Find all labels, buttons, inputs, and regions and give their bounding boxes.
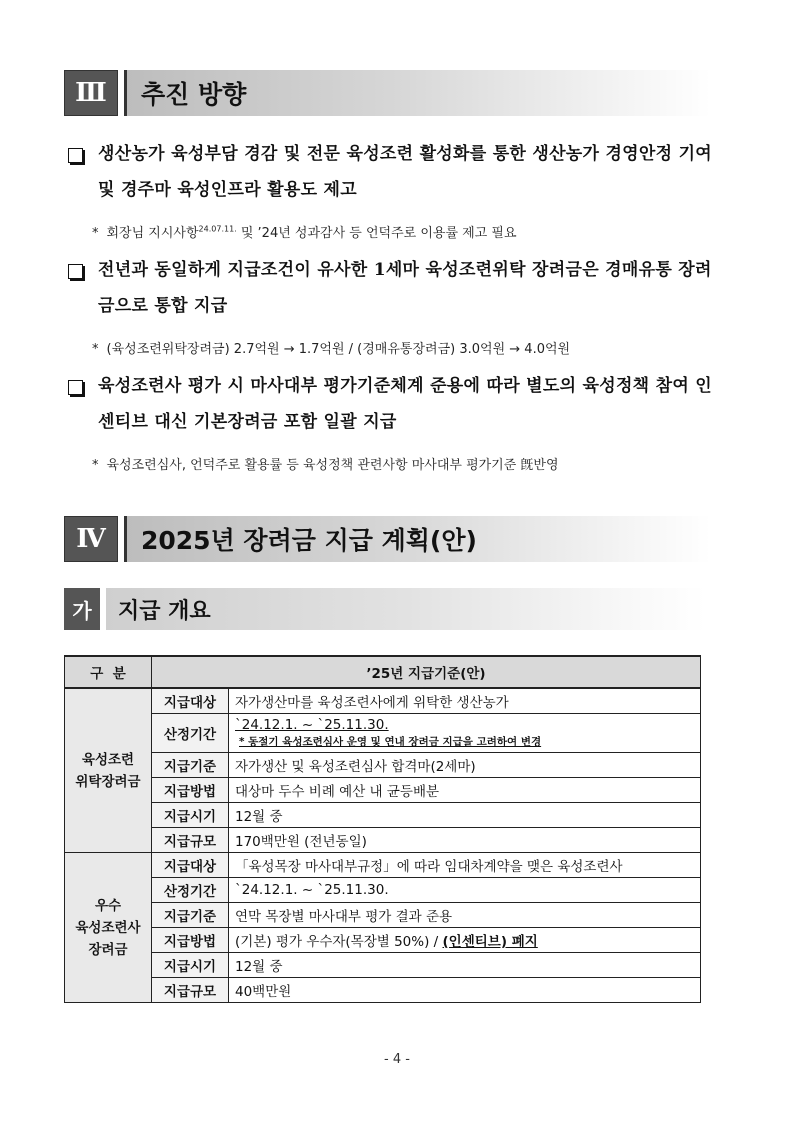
note-1-sup: 24.07.11.: [198, 224, 237, 234]
row-label: 산정기간: [152, 714, 229, 753]
row-value: 자가생산 및 육성조련심사 합격마(2세마): [229, 753, 701, 778]
table-row: [65, 928, 701, 953]
note-2: [92, 338, 570, 357]
row-label: 지급방법: [152, 928, 229, 953]
note-1-post: 및 ’24년 성과감사 등 언덕주로 이용률 제고 필요: [236, 226, 517, 241]
note-2-star: *: [92, 342, 99, 357]
subsection-header: [64, 588, 706, 630]
bullet-1: [66, 136, 716, 208]
note-3-star: *: [92, 458, 99, 473]
note-1: [92, 222, 517, 241]
section-3-number: Ⅲ: [64, 70, 118, 116]
row-value: 12월 중: [229, 953, 701, 978]
row-value: (기본) 평가 우수자(목장별 50%) /: [235, 934, 443, 950]
page-number: - 4 -: [384, 1052, 410, 1067]
section-4-title: 2025년 장려금 지급 계획(안): [124, 516, 711, 562]
row-label: 지급규모: [152, 978, 229, 1003]
category-cell: 육성조련 위탁장려금: [65, 688, 152, 853]
row-label: 지급시기: [152, 803, 229, 828]
note-1-star: *: [92, 226, 99, 241]
row-label: 지급방법: [152, 778, 229, 803]
header-criteria: ’25년 지급기준(안): [152, 656, 701, 688]
row-value-period: [229, 714, 701, 753]
subsection-title: 지급 개요: [106, 588, 706, 630]
bullet-3-text: 육성조련사 평가 시 마사대부 평가기준체계 준용에 따라 별도의 육성정책 참여 인센티브 대신 기본장려금 포함 일괄 지급: [98, 376, 713, 432]
table-row: [65, 953, 701, 978]
section-4-number: Ⅳ: [64, 516, 118, 562]
row-value: `24.12.1. ~ `25.11.30.: [229, 878, 701, 903]
category-cell: 우수 육성조련사 장려금: [65, 853, 152, 1003]
row-value-method: [229, 928, 701, 953]
row-label: 지급시기: [152, 953, 229, 978]
checkbox-square-icon: [68, 380, 83, 395]
bullet-2: [66, 252, 716, 324]
row-label: 산정기간: [152, 878, 229, 903]
note-2-text: (육성조련위탁장려금) 2.7억원 → 1.7억원 / (경매유통장려금) 3.0억원 → 4.0억원: [106, 342, 571, 357]
table-row: [65, 828, 701, 853]
checkbox-square-icon: [68, 264, 83, 279]
row-label: 지급기준: [152, 753, 229, 778]
note-1-pre: 회장님 지시사항: [106, 226, 199, 241]
bullet-2-text: 전년과 동일하게 지급조건이 유사한 1세마 육성조련위탁 장려금은 경매유통 장려금으로 통합 지급: [98, 260, 712, 316]
table-row: [65, 688, 701, 714]
row-value: 자가생산마를 육성조련사에게 위탁한 생산농가: [229, 688, 701, 714]
table-row: [65, 878, 701, 903]
row-label: 지급기준: [152, 903, 229, 928]
table-row: [65, 753, 701, 778]
row-value-underlined: (인센티브) 폐지: [442, 934, 538, 950]
payment-plan-table: [64, 655, 701, 1003]
table-row: [65, 853, 701, 878]
section-3-header: [64, 70, 711, 116]
table-row: [65, 803, 701, 828]
table-row: [65, 903, 701, 928]
section-4-header: [64, 516, 711, 562]
note-3: [92, 454, 559, 473]
row-label: 지급대상: [152, 688, 229, 714]
table-row: [65, 714, 701, 753]
row-label: 지급대상: [152, 853, 229, 878]
row-value: 연막 목장별 마사대부 평가 결과 준용: [229, 903, 701, 928]
row-subnote: * 동절기 육성조련심사 운영 및 연내 장려금 지급을 고려하여 변경: [239, 736, 542, 748]
row-value: 12월 중: [229, 803, 701, 828]
table-row: [65, 978, 701, 1003]
bullet-3: [66, 368, 716, 440]
row-value: 대상마 두수 비례 예산 내 균등배분: [229, 778, 701, 803]
bullet-1-text: 생산농가 육성부담 경감 및 전문 육성조련 활성화를 통한 생산농가 경영안정 기여 및 경주마 육성인프라 활용도 제고: [98, 144, 713, 200]
row-value: `24.12.1. ~ `25.11.30.: [235, 717, 389, 733]
row-value: 170백만원 (전년동일): [229, 828, 701, 853]
note-3-text: 육성조련심사, 언덕주로 활용률 등 육성정책 관련사항 마사대부 평가기준 旣반영: [106, 458, 559, 473]
row-label: 지급규모: [152, 828, 229, 853]
row-value: 「육성목장 마사대부규정」에 따라 임대차계약을 맺은 육성조련사: [229, 853, 701, 878]
checkbox-square-icon: [68, 148, 83, 163]
section-3-title: 추진 방향: [124, 70, 711, 116]
subsection-number: 가: [64, 588, 100, 630]
table-header-row: [65, 656, 701, 688]
table-row: [65, 778, 701, 803]
header-category: 구 분: [65, 656, 152, 688]
row-value: 40백만원: [229, 978, 701, 1003]
